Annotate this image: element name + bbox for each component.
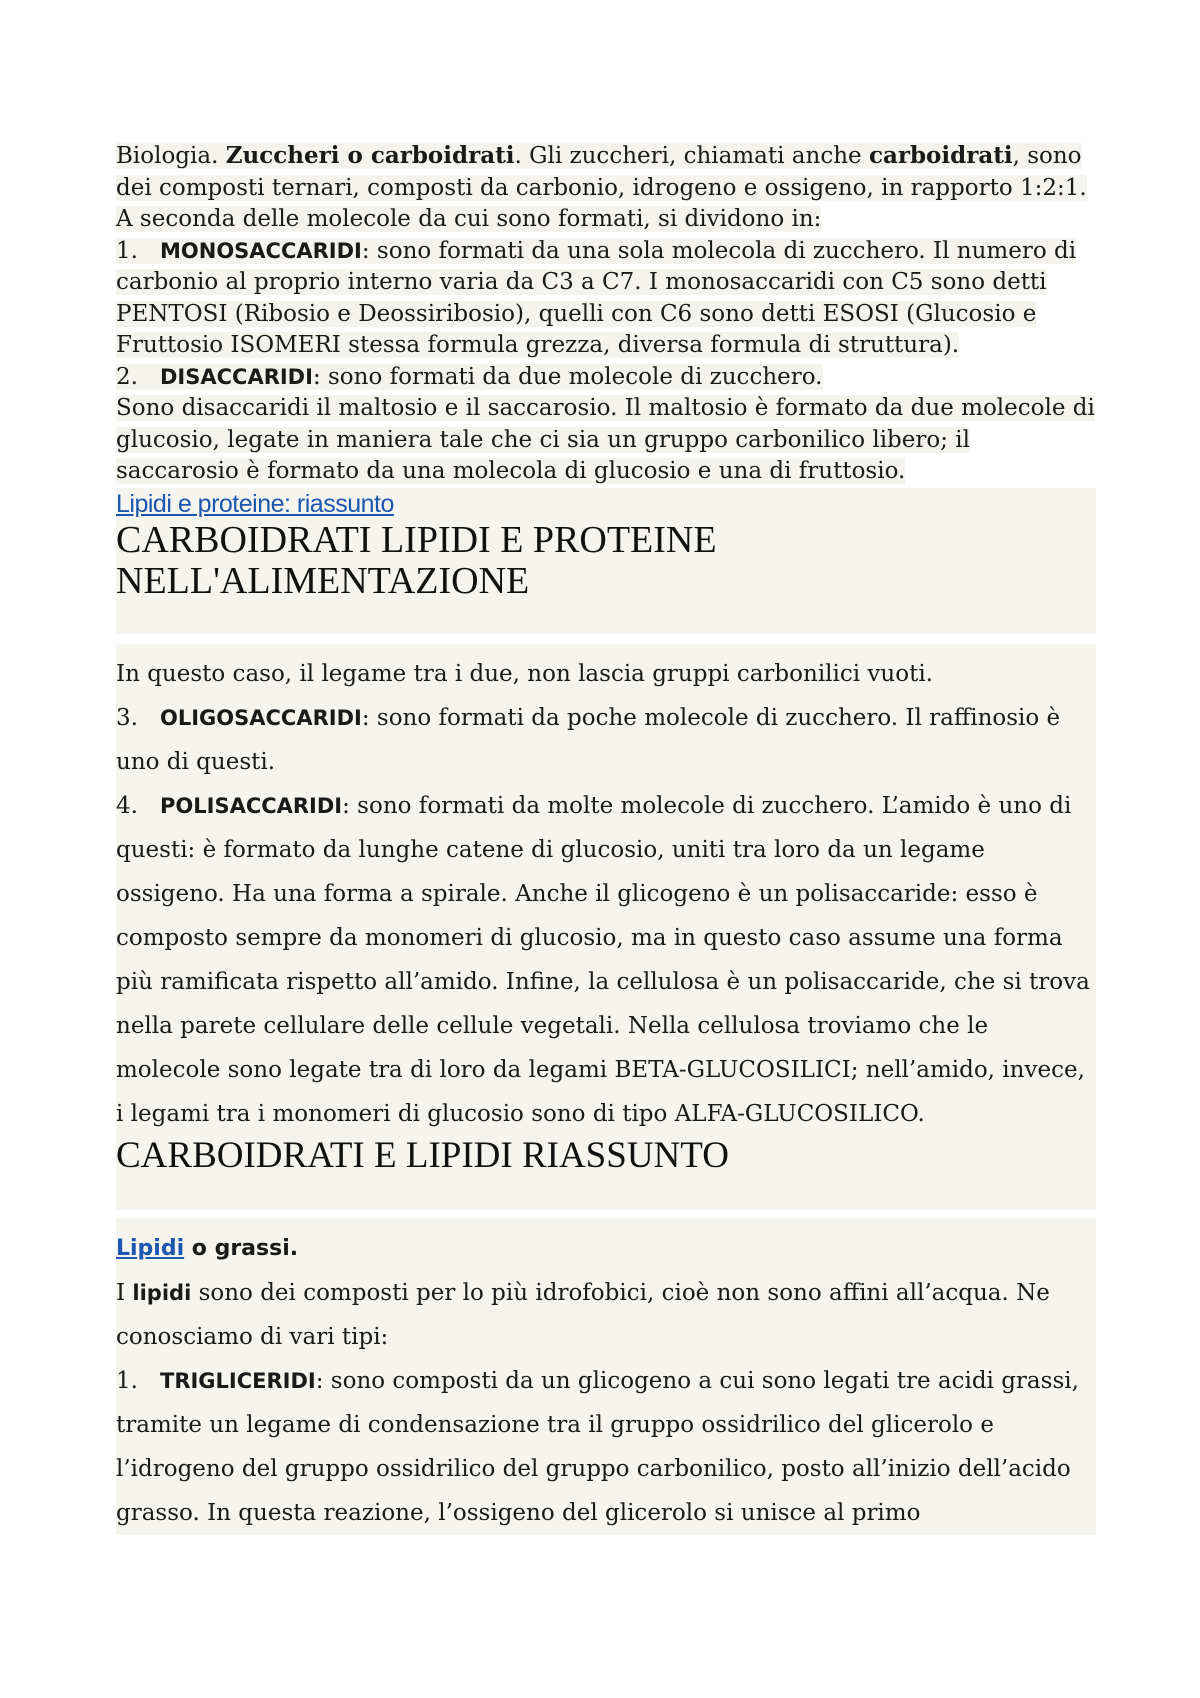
di-item: [116, 362, 1096, 394]
lipidi-p1-a: I: [116, 1279, 133, 1306]
link-lipidi-proteine[interactable]: Lipidi e proteine: riassunto: [116, 489, 394, 518]
poli-title: POLISACCARIDI: [160, 793, 343, 818]
poli-text: : sono formati da molte molecole di zucchero. L’amido è uno di questi: è formato da lunghe catene di glucosio, uniti tra loro da un legame ossigeno. Ha una forma a spirale. Anche il glicogeno è un polisaccaride: esso è composto sempre da monomeri di glucosio, ma in questo caso assume una forma più ramificata rispetto all’amido. Infine, la cellulosa è un polisaccaride, che si trova nella parete cellulare delle cellule vegetali. Nella cellulosa troviamo che le molecole sono legate tra di loro da legami BETA-GLUCOSILICI; nell’amido, invece, i legami tra i monomeri di glucosio sono di tipo ALFA-GLUCOSILICO.: [116, 792, 1090, 1127]
document-content: [116, 140, 1096, 1535]
heading-carboidrati-lipidi-riassunto: CARBOIDRATI E LIPIDI RIASSUNTO: [116, 1134, 729, 1176]
lipidi-title-rest: o grassi.: [184, 1235, 299, 1261]
mono-text: : sono formati da una sola molecola di zucchero. Il numero di carbonio al proprio interno varia da C3 a C7. I monosaccaridi con C5 sono detti PENTOSI (Ribosio e Deossiribosio), quelli con C6 sono detti ESOSI (Glucosio e Fruttosio ISOMERI stessa formula grezza, diversa formula di struttura).: [116, 237, 1077, 358]
intro-text-1: Biologia.: [116, 143, 226, 169]
lipidi-title: [116, 1226, 1096, 1271]
di-paragraph-2: Sono disaccaridi il maltosio e il saccarosio. Il maltosio è formato da due molecole di glucosio, legate in maniera tale che ci sia un gruppo carbonilico libero; il saccarosio è formato da una molecola di glucosio e una di fruttosio.: [116, 395, 1095, 484]
intro-paragraph: [116, 140, 1096, 204]
tri-item: [116, 1359, 1096, 1535]
intro-text-3: , sono dei composti ternari, composti da carbonio, idrogeno e ossigeno, in rapporto 1:2:1.: [116, 143, 1087, 201]
di-title: DISACCARIDI: [160, 364, 313, 389]
oligo-text: : sono formati da poche molecole di zucchero. Il raffinosio è uno di questi.: [116, 704, 1061, 775]
poli-item: [116, 784, 1096, 1136]
heading1-block: [116, 488, 1096, 634]
mid-section: [116, 644, 1096, 1210]
lipidi-paragraph: [116, 1271, 1096, 1359]
heading-carboidrati-lipidi-proteine: CARBOIDRATI LIPIDI E PROTEINE NELL'ALIMENTAZIONE: [116, 518, 717, 602]
intro-bold-1: Zuccheri o carboidrati: [225, 142, 515, 169]
mono-item: [116, 236, 1096, 362]
mono-number: 1.: [116, 237, 138, 264]
tri-number: 1.: [116, 1367, 138, 1394]
di-number: 2.: [116, 363, 138, 390]
top-section: [116, 140, 1096, 488]
oligo-number: 3.: [116, 704, 138, 731]
oligo-title: OLIGOSACCARIDI: [160, 705, 362, 730]
lipidi-p1-rest: sono dei composti per lo più idrofobici, cioè non sono affini all’acqua. Ne conosciamo di vari tipi:: [116, 1279, 1050, 1350]
intro-text-2: . Gli zuccheri, chiamati anche: [514, 143, 869, 169]
tri-text: : sono composti da un glicogeno a cui sono legati tre acidi grassi, tramite un legame di condensazione tra il gruppo ossidrilico del glicerolo e l’idrogeno del gruppo ossidrilico del gruppo carbonilico, posto all’inizio dell’acido grasso. In questa reazione, l’ossigeno del glicerolo si unisce al primo: [116, 1367, 1079, 1526]
oligo-item: [116, 696, 1096, 784]
mono-title: MONOSACCARIDI: [160, 238, 362, 263]
lipidi-section: [116, 1218, 1096, 1535]
mid-line-1: In questo caso, il legame tra i due, non lascia gruppi carbonilici vuoti.: [116, 660, 933, 687]
poli-number: 4.: [116, 792, 138, 819]
di-text: : sono formati da due molecole di zucchero.: [312, 363, 823, 390]
tri-title: TRIGLICERIDI: [160, 1368, 316, 1393]
intro-line-2: A seconda delle molecole da cui sono formati, si dividono in:: [116, 206, 822, 232]
lipidi-p1-bold: lipidi: [132, 1280, 192, 1305]
intro-bold-2: carboidrati: [868, 142, 1013, 169]
lipidi-link[interactable]: Lipidi: [116, 1235, 185, 1261]
